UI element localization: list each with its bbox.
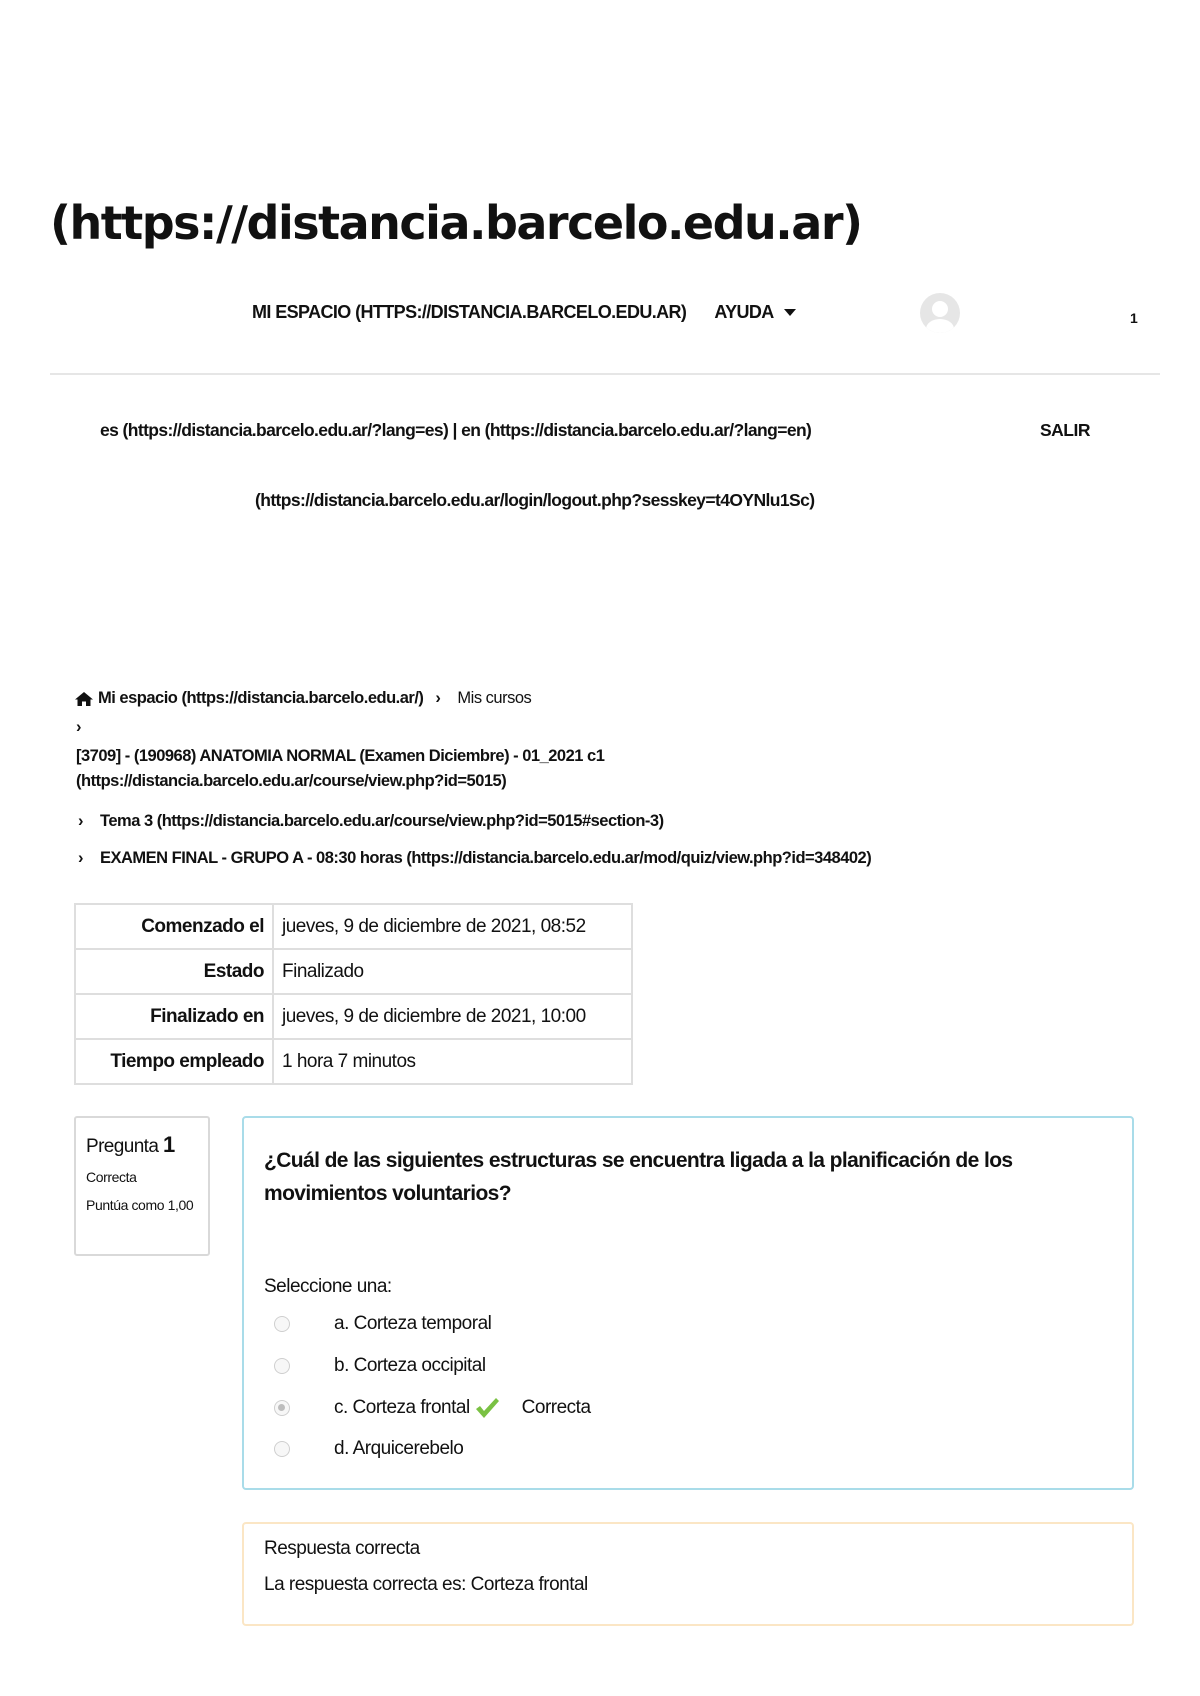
- caret-down-icon: [784, 309, 796, 316]
- radio-button[interactable]: [274, 1358, 290, 1374]
- question-number: [86, 1132, 198, 1158]
- chevron-right-icon: ›: [78, 849, 83, 867]
- answer-option-d[interactable]: [274, 1438, 463, 1460]
- breadcrumb-course-line1: [3709] - (190968) ANATOMIA NORMAL (Examen Diciembre) - 01_2021 c1: [76, 747, 605, 765]
- lang-es-link[interactable]: es (https://distancia.barcelo.edu.ar/?lang=es): [100, 420, 449, 440]
- feedback-result: Respuesta correcta: [264, 1538, 420, 1559]
- breadcrumb-home: [74, 689, 531, 708]
- answer-feedback: [242, 1522, 1134, 1626]
- breadcrumb-course-line2: (https://distancia.barcelo.edu.ar/course/view.php?id=5015): [76, 772, 507, 790]
- table-row: [75, 904, 632, 949]
- radio-button[interactable]: [274, 1316, 290, 1332]
- summary-value: jueves, 9 de diciembre de 2021, 08:52: [273, 904, 632, 949]
- answer-option-c[interactable]: [274, 1396, 591, 1420]
- summary-label: Tiempo empleado: [75, 1039, 273, 1084]
- breadcrumb-mi-espacio-link[interactable]: Mi espacio (https://distancia.barcelo.edu.ar/): [98, 689, 424, 707]
- nav-ayuda-label: AYUDA: [714, 302, 774, 322]
- table-row: [75, 1039, 632, 1084]
- summary-label: Estado: [75, 949, 273, 994]
- answer-option-a[interactable]: [274, 1313, 491, 1335]
- breadcrumb-examen: [78, 849, 871, 868]
- breadcrumb-tema-link[interactable]: Tema 3 (https://distancia.barcelo.edu.ar/course/view.php?id=5015#section-3): [100, 812, 664, 830]
- option-label: a. Corteza temporal: [334, 1313, 492, 1334]
- radio-button-selected[interactable]: [274, 1400, 290, 1416]
- language-switcher: [100, 420, 811, 441]
- option-label: b. Corteza occipital: [334, 1355, 486, 1376]
- summary-label: Finalizado en: [75, 994, 273, 1039]
- avatar-shoulders: [926, 319, 954, 333]
- home-icon: [74, 691, 94, 707]
- nav-ayuda-dropdown[interactable]: [714, 302, 795, 323]
- question-grade: Puntúa como 1,00: [86, 1197, 194, 1214]
- check-icon: [474, 1396, 500, 1420]
- lang-en-link[interactable]: en (https://distancia.barcelo.edu.ar/?lang=en): [461, 420, 812, 440]
- option-label: d. Arquicerebelo: [334, 1438, 464, 1459]
- summary-value: Finalizado: [273, 949, 632, 994]
- lang-separator: |: [448, 420, 462, 440]
- option-feedback: Correcta: [521, 1397, 591, 1418]
- notification-count[interactable]: 1: [1130, 310, 1138, 326]
- logout-url[interactable]: (https://distancia.barcelo.edu.ar/login/logout.php?sesskey=t4OYNlu1Sc): [255, 490, 815, 510]
- breadcrumb-course-link[interactable]: [76, 744, 604, 794]
- breadcrumb-examen-link[interactable]: EXAMEN FINAL - GRUPO A - 08:30 horas (https://distancia.barcelo.edu.ar/mod/quiz/view.php?id=348402): [100, 849, 872, 867]
- attempt-summary-table: [74, 903, 633, 1085]
- chevron-right-icon: ›: [435, 689, 441, 707]
- avatar-head: [932, 301, 948, 317]
- logout-link[interactable]: SALIR: [1040, 420, 1090, 440]
- table-row: [75, 949, 632, 994]
- answer-option-b[interactable]: [274, 1355, 486, 1377]
- summary-value: 1 hora 7 minutos: [273, 1039, 632, 1084]
- question-info-box: [74, 1116, 210, 1256]
- question-text: ¿Cuál de las siguientes estructuras se encuentra ligada a la planificación de los movimientos voluntarios?: [264, 1149, 1013, 1205]
- question-number-value: 1: [163, 1132, 175, 1157]
- answer-prompt: Seleccione una:: [264, 1276, 392, 1297]
- option-label: c. Corteza frontal: [334, 1397, 470, 1418]
- breadcrumb-tema: [78, 812, 664, 831]
- question-label: Pregunta: [86, 1136, 159, 1157]
- feedback-correct-answer: La respuesta correcta es: Corteza frontal: [264, 1574, 588, 1595]
- chevron-right-icon: ›: [76, 718, 81, 736]
- question-content: [242, 1116, 1134, 1490]
- user-avatar[interactable]: [920, 293, 960, 333]
- summary-label: Comenzado el: [75, 904, 273, 949]
- header-divider: [50, 373, 1160, 375]
- top-navigation: [252, 302, 796, 323]
- table-row: [75, 994, 632, 1039]
- nav-mi-espacio-link[interactable]: MI ESPACIO (HTTPS://DISTANCIA.BARCELO.EDU.AR): [252, 302, 687, 322]
- question-state: Correcta: [86, 1169, 137, 1185]
- breadcrumb-mis-cursos[interactable]: Mis cursos: [457, 689, 532, 707]
- chevron-right-icon: ›: [78, 812, 83, 830]
- summary-value: jueves, 9 de diciembre de 2021, 10:00: [273, 994, 632, 1039]
- radio-button[interactable]: [274, 1441, 290, 1457]
- site-title[interactable]: (https://distancia.barcelo.edu.ar): [50, 196, 862, 250]
